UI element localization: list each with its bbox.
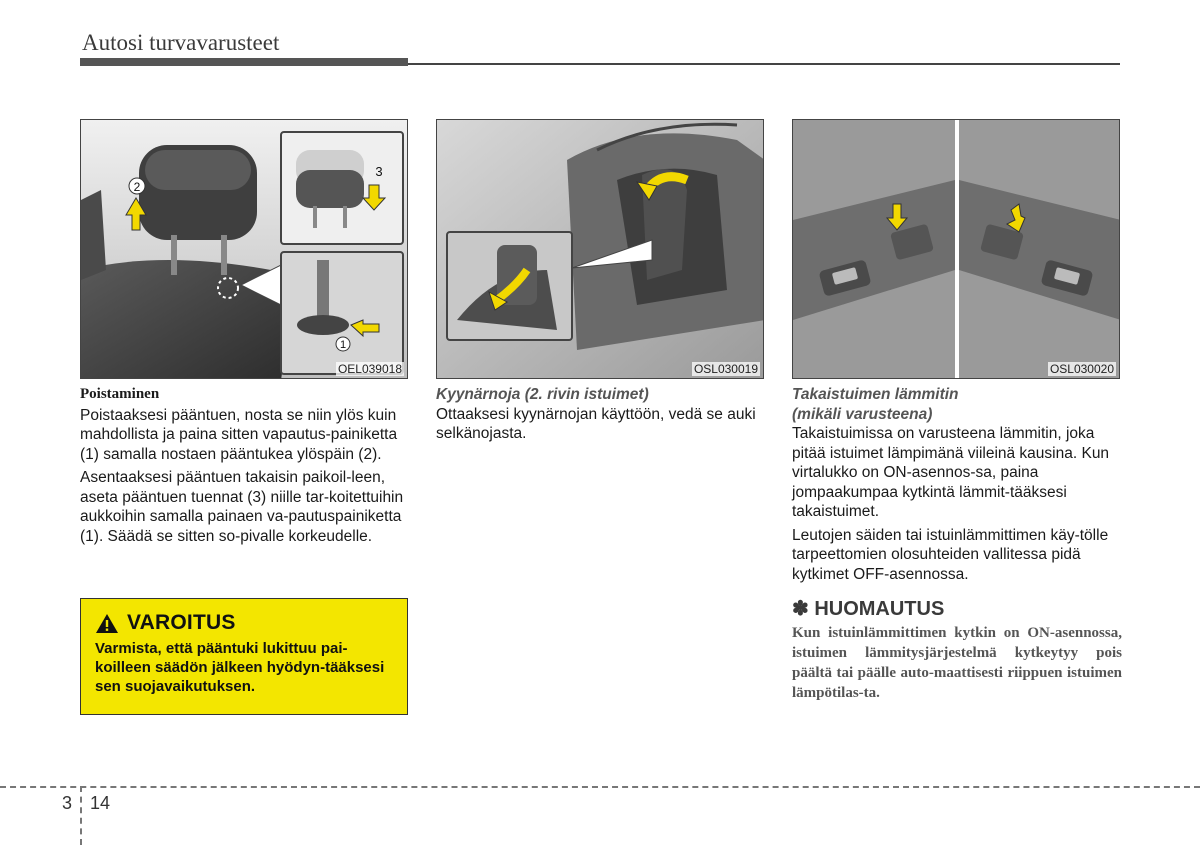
headrest-illustration: [80, 119, 408, 379]
footer-divider: [0, 786, 1200, 788]
callout-1: 1: [339, 339, 347, 351]
header-rule-thick: [80, 58, 408, 66]
page-chapter-number: 3: [62, 793, 73, 813]
paragraph: Ottaaksesi kyynärnojan käyttöön, vedä se auki selkänojasta.: [436, 405, 756, 442]
armrest-illustration: [436, 119, 764, 379]
page-header-title: Autosi turvavarusteet: [82, 30, 280, 55]
figure-code: OSL030020: [1049, 362, 1114, 376]
figure-code: OEL039018: [337, 362, 402, 376]
warning-text: Varmista, että pääntuki lukittuu pai-koilleen säädön jälkeen hyödyn-tääksesi sen suojavaikutuksen.: [95, 640, 385, 695]
header-rule-thin: [408, 63, 1120, 65]
note-title: ✽ HUOMAUTUS: [792, 598, 945, 620]
callout-2: 2: [133, 180, 141, 194]
figure-code: OSL030019: [693, 362, 758, 376]
section-heading: Poistaminen: [80, 386, 160, 402]
warning-box: [80, 598, 408, 715]
section-heading-line2: (mikäli varusteena): [792, 405, 933, 423]
paragraph: Leutojen säiden tai istuinlämmittimen käy-tölle tarpeettomien olosuhteiden vallitessa pidä kytkimet OFF-asennossa.: [792, 526, 1109, 583]
paragraph: Poistaaksesi pääntuen, nosta se niin ylös kuin mahdollista ja paina sitten vapautus-painiketta (1) samalla nostaen pääntukea ylöspäin (2).: [80, 406, 398, 463]
note-text: Kun istuinlämmittimen kytkin on ON-asennossa, istuimen lämmitysjärjestelmä kytkeytyy pois päältä tai päälle auto-maattisesti riippuen istuimen lämpötilas-ta.: [792, 624, 1122, 701]
column-armrest-text: [436, 385, 768, 448]
column-seat-heater-text: [792, 385, 1122, 703]
paragraph: Takaistuimissa on varusteena lämmitin, joka pitää istuimet lämpimänä viileinä kausina. Kun virtalukko on ON-asennos-sa, paina jompaakumpaa kytkintä lämmit-tääksesi takaistuimet.: [792, 425, 1110, 520]
section-heading: Kyynärnoja (2. rivin istuimet): [436, 386, 649, 403]
column-headrest-text: [80, 385, 410, 550]
footer-vertical-divider: [80, 786, 82, 845]
warning-title: VAROITUS: [127, 611, 236, 634]
page-number: 14: [90, 793, 111, 813]
paragraph: Asentaaksesi pääntuen takaisin paikoil-leen, aseta pääntuen tuennat (3) niille tar-koitettuihin aukkoihin samalla painaen va-pautuspainiketta (1). Säädä se sitten so-pivalle korkeudelle.: [80, 469, 404, 545]
warning-triangle-icon: [95, 613, 119, 634]
section-heading-line1: Takaistuimen lämmitin: [792, 386, 959, 403]
seat-heater-illustration: [792, 119, 1120, 379]
callout-3: 3: [375, 164, 383, 179]
